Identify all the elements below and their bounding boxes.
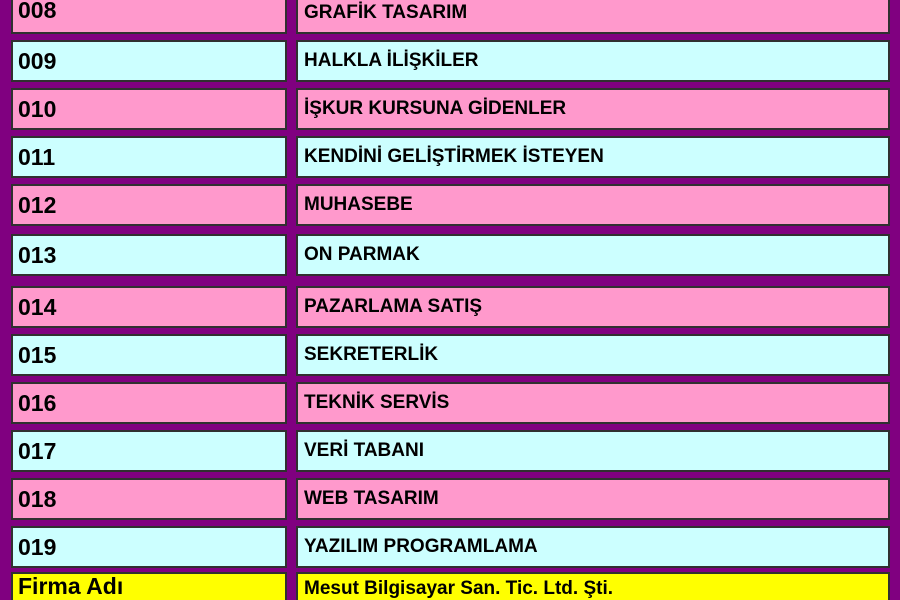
course-name-cell: HALKLA İLİŞKİLER (296, 40, 890, 82)
course-name-cell: WEB TASARIM (296, 478, 890, 520)
course-name-cell: GRAFİK TASARIM (296, 0, 890, 34)
course-name-cell: KENDİNİ GELİŞTİRMEK İSTEYEN (296, 136, 890, 178)
course-code-cell: 014 (11, 286, 287, 328)
course-code-cell: 010 (11, 88, 287, 130)
course-name-cell: MUHASEBE (296, 184, 890, 226)
course-name-cell: SEKRETERLİK (296, 334, 890, 376)
course-name-cell: TEKNİK SERVİS (296, 382, 890, 424)
company-name-cell: Mesut Bilgisayar San. Tic. Ltd. Şti. (296, 572, 890, 600)
course-name-cell: İŞKUR KURSUNA GİDENLER (296, 88, 890, 130)
course-code-cell: 019 (11, 526, 287, 568)
course-code-cell: 013 (11, 234, 287, 276)
course-code-cell: 011 (11, 136, 287, 178)
course-name-cell: ON PARMAK (296, 234, 890, 276)
course-code-cell: 015 (11, 334, 287, 376)
course-code-cell: 017 (11, 430, 287, 472)
course-name-cell: PAZARLAMA SATIŞ (296, 286, 890, 328)
course-code-cell: 018 (11, 478, 287, 520)
course-code-cell: 012 (11, 184, 287, 226)
course-code-cell: 008 (11, 0, 287, 34)
course-name-cell: VERİ TABANI (296, 430, 890, 472)
company-label-cell: Firma Adı (11, 572, 287, 600)
course-code-cell: 009 (11, 40, 287, 82)
course-code-cell: 016 (11, 382, 287, 424)
course-name-cell: YAZILIM PROGRAMLAMA (296, 526, 890, 568)
